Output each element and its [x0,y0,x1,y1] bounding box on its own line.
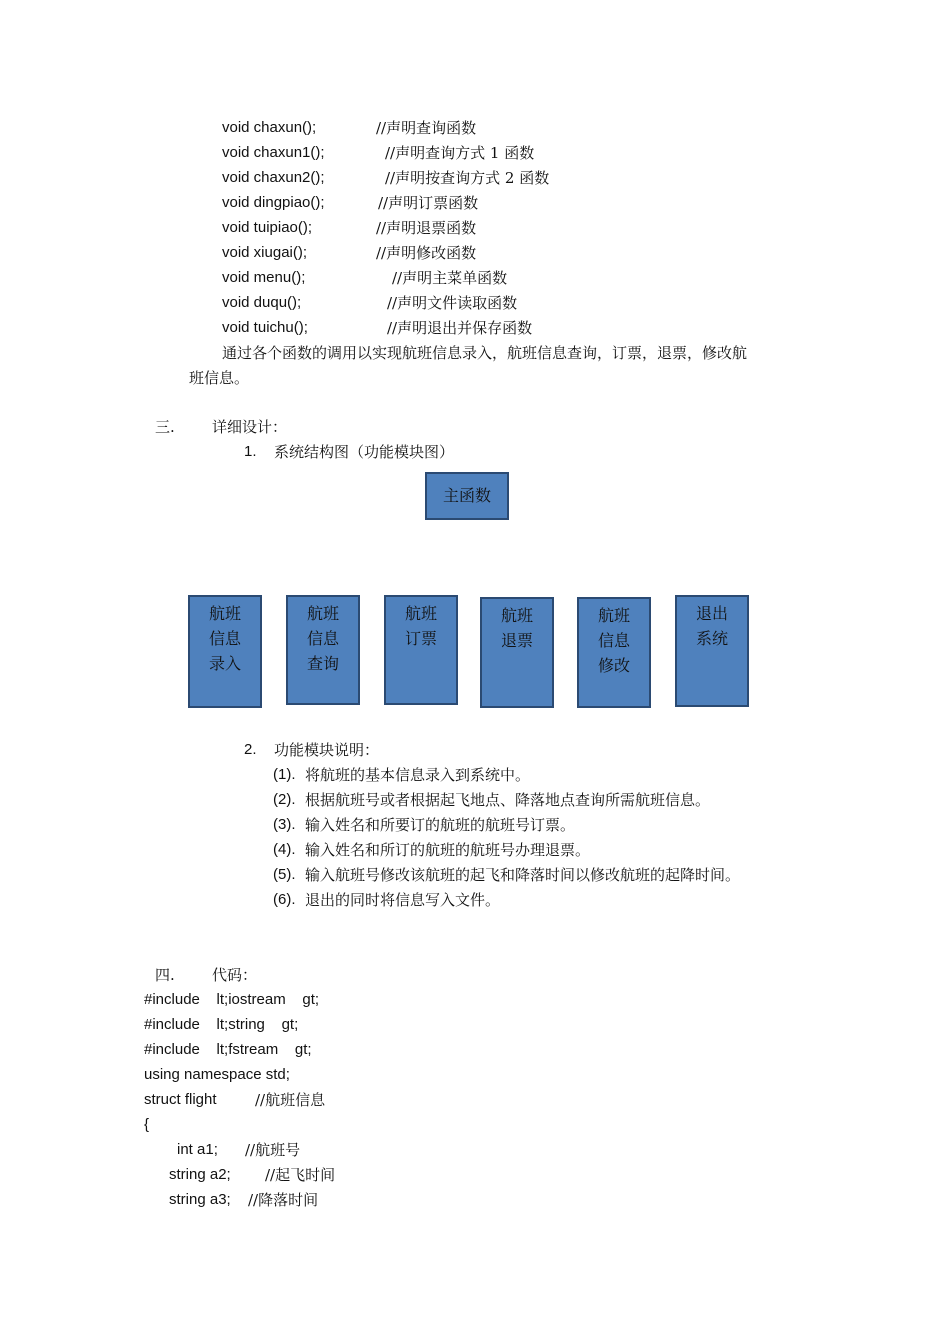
decl-comment: //声明订票函数 [378,194,479,212]
decl-code: void tuichu(); [222,319,308,336]
description-text: 退出的同时将信息写入文件。 [305,891,501,909]
code-comment: //降落时间 [248,1191,319,1209]
decl-code: void xiugai(); [222,244,308,261]
item-2-number: 2. [244,741,257,758]
module-box-refund [480,597,554,708]
description-number: (1). [273,766,296,783]
description-number: (2). [273,791,296,808]
code-line: struct flight [144,1091,217,1108]
box-label: 航班 [208,604,241,623]
code-line: string a2; [169,1166,231,1183]
description-number: (3). [273,816,296,833]
code-comment: //起飞时间 [265,1166,336,1184]
box-label: 航班 [500,606,533,625]
box-label: 修改 [597,656,630,675]
code-line: int a1; [177,1141,218,1158]
description-text: 输入姓名和所订的航班的航班号办理退票。 [305,841,591,859]
box-label: 退出 [695,604,728,623]
decl-code: void chaxun1(); [222,144,325,161]
decl-comment: //声明修改函数 [376,244,477,262]
decl-code: void dingpiao(); [222,194,325,211]
summary-line-2: 班信息。 [189,369,250,387]
code-line: #include lt;string gt; [144,1016,299,1033]
module-box-flight-query [286,595,360,705]
box-label: 退票 [500,631,533,650]
code-line: #include lt;iostream gt; [144,991,320,1008]
decl-code: void duqu(); [222,294,302,311]
box-label: 航班 [404,604,437,623]
description-text: 将航班的基本信息录入到系统中。 [305,766,531,784]
decl-comment: //声明主菜单函数 [392,269,508,287]
decl-comment: //声明文件读取函数 [387,294,518,312]
section-4-title: 代码： [212,966,258,984]
decl-code: void chaxun(); [222,119,317,136]
section-3-title: 详细设计： [212,418,288,436]
box-label: 航班 [306,604,339,623]
summary-line-1: 通过各个函数的调用以实现航班信息录入，航班信息查询，订票，退票，修改航 [222,344,748,362]
decl-comment: //声明退票函数 [376,219,477,237]
decl-comment: //声明退出并保存函数 [387,319,533,337]
decl-code: void tuipiao(); [222,219,313,236]
item-2-title: 功能模块说明： [274,741,380,759]
box-label: 信息 [306,629,339,648]
box-label: 信息 [597,631,630,650]
description-text: 输入航班号修改该航班的起飞和降落时间以修改航班的起降时间。 [305,866,741,884]
module-box-flight-entry [188,595,262,708]
box-label: 系统 [695,629,728,648]
box-label: 查询 [306,654,339,673]
decl-comment: //声明查询方式 1 函数 [385,144,535,162]
box-label: 订票 [404,629,437,648]
section-3-number: 三. [155,418,175,436]
decl-comment: //声明查询函数 [376,119,477,137]
item-1-number: 1. [244,443,257,460]
decl-comment: //声明按查询方式 2 函数 [385,169,550,187]
decl-code: void menu(); [222,269,306,286]
code-line: { [144,1116,150,1133]
description-text: 根据航班号或者根据起飞地点、降落地点查询所需航班信息。 [305,791,711,809]
module-box-flight-modify [577,597,651,708]
code-line: #include lt;fstream gt; [144,1041,312,1058]
code-line: string a3; [169,1191,231,1208]
code-line: using namespace std; [144,1066,290,1083]
box-label: 录入 [208,654,241,673]
code-comment: //航班号 [245,1141,301,1159]
description-number: (5). [273,866,296,883]
description-text: 输入姓名和所要订的航班的航班号订票。 [305,816,576,834]
box-label: 主函数 [442,486,491,505]
code-comment: //航班信息 [255,1091,326,1109]
decl-code: void chaxun2(); [222,169,325,186]
item-1-title: 系统结构图（功能模块图） [274,443,455,461]
module-box-booking [384,595,458,705]
description-number: (4). [273,841,296,858]
box-label: 信息 [208,629,241,648]
description-number: (6). [273,891,296,908]
box-label: 航班 [597,606,630,625]
section-4-number: 四. [155,966,175,984]
main-function-box [425,472,509,520]
module-box-exit [675,595,749,707]
